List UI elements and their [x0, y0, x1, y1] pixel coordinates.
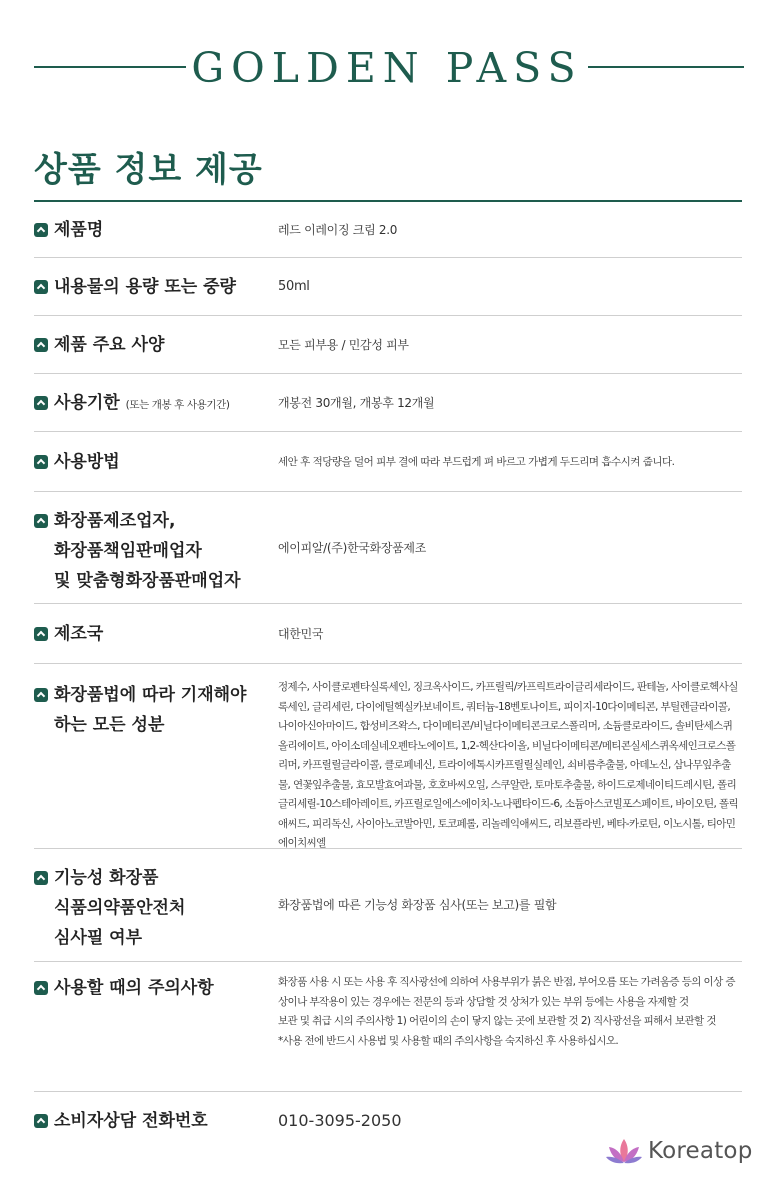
chevron-up-icon	[34, 688, 48, 702]
chevron-up-icon	[34, 871, 48, 885]
chevron-up-icon	[34, 338, 48, 352]
label-line: 기능성 화장품	[54, 868, 159, 888]
label-line: 심사필 여부	[54, 928, 143, 948]
value-line: 화장품 사용 시 또는 사용 후 직사광선에 의하여 사용부위가 붉은 반점, 부어오름 또는 가려움증 등의 이상 증	[278, 976, 735, 988]
brand-header	[0, 40, 780, 100]
lotus-icon	[604, 1136, 644, 1168]
label-text: 사용기한	[54, 393, 120, 413]
info-row-volume	[34, 258, 742, 316]
info-row-country	[34, 604, 742, 664]
watermark	[604, 1136, 774, 1172]
row-value: 010-3095-2050	[278, 1111, 402, 1130]
value-line: 리머, 카프릴릴글라이콜, 클로페네신, 트라이에톡시카프릴릴실레인, 쇠비름추출물, 아데노신, 삼나무잎추출	[278, 759, 731, 771]
label-line: 제품 주요 사양	[54, 335, 165, 355]
brand-line-right	[588, 66, 744, 68]
label-line: 및 맞춤형화장품판매업자	[54, 571, 241, 591]
label-line: 사용할 때의 주의사항	[54, 978, 214, 998]
value-line: 애씨드, 피리독신, 사이아노코발아민, 토코페롤, 리놀레익애씨드, 리보플라빈, 베타-카로틴, 이노시톨, 티아민	[278, 817, 736, 830]
info-row-manufacturer	[34, 492, 742, 604]
watermark-text: Koreatop	[648, 1138, 753, 1164]
label-line: 제조국	[54, 624, 104, 644]
brand-line-left	[34, 66, 186, 68]
row-value: 세안 후 적당량을 덜어 피부 결에 따라 부드럽게 펴 바르고 가볍게 두드리며 흡수시켜 줍니다.	[278, 456, 675, 468]
info-row-usage	[34, 432, 742, 492]
value-line: 올리에이트, 아이소데실네오펜타노에이트, 1,2-헥산다이올, 비닐다이메티콘/메티콘실세스퀴옥세인크로스폴	[278, 739, 736, 752]
row-value	[278, 973, 742, 1051]
info-row-functional	[34, 849, 742, 962]
chevron-up-icon	[34, 396, 48, 410]
label-line: 화장품법에 따라 기재해야	[54, 685, 247, 705]
label-note: (또는 개봉 후 사용기간)	[125, 399, 230, 411]
value-line: 정제수, 사이클로펜타실록세인, 징크옥사이드, 카프릴릭/카프릭트라이글리세라이드, 판테놀, 사이클로헥사실	[278, 681, 738, 693]
row-value: 에이피알/(주)한국화장품제조	[278, 541, 427, 555]
label-line: 하는 모든 성분	[54, 715, 165, 735]
chevron-up-icon	[34, 223, 48, 237]
value-line: 보관 및 취급 시의 주의사항 1) 어린이의 손이 닿지 않는 곳에 보관할 것 2) 직사광선을 피해서 보관할 것	[278, 1015, 716, 1027]
info-row-product-name	[34, 202, 742, 258]
chevron-up-icon	[34, 280, 48, 294]
value-line: 물, 연꽃잎추출물, 효모발효여과물, 호호바씨오일, 스쿠알란, 토마토추출물, 하이드로제네이티드레시틴, 폴리	[278, 778, 737, 791]
label-line: 식품의약품안전처	[54, 898, 186, 918]
label-line	[54, 388, 279, 420]
chevron-up-icon	[34, 1114, 48, 1128]
label-line: 화장품책임판매업자	[54, 541, 202, 561]
value-line: 나이아신아마이드, 합성비즈왁스, 다이메티콘/비닐다이메티콘크로스폴리머, 소듐클로라이드, 솔비탄세스퀴	[278, 720, 733, 732]
info-row-ingredients	[34, 664, 742, 849]
row-value: 50ml	[278, 279, 310, 294]
label-line: 사용방법	[54, 452, 120, 472]
label-line: 내용물의 용량 또는 중량	[54, 277, 236, 297]
chevron-up-icon	[34, 981, 48, 995]
value-line: *사용 전에 반드시 사용법 및 사용할 때의 주의사항을 숙지하신 후 사용하십시오.	[278, 1034, 619, 1047]
row-value: 대한민국	[278, 627, 324, 641]
value-line: 상이나 부작용이 있는 경우에는 전문의 등과 상담할 것 상처가 있는 부위 등에는 사용을 자제할 것	[278, 995, 689, 1008]
info-row-cautions	[34, 962, 742, 1092]
brand-name: GOLDEN PASS	[191, 44, 583, 92]
row-value	[278, 678, 742, 854]
label-line: 소비자상담 전화번호	[54, 1111, 208, 1131]
chevron-up-icon	[34, 455, 48, 469]
label-line: 제품명	[54, 220, 104, 240]
row-value: 모든 피부용 / 민감성 피부	[278, 338, 409, 352]
value-line: 글리세릴-10스테아레이트, 카프릴로일에스에이치-노나펩타이드-6, 소듐아스코빌포스페이트, 바이오틴, 폴릭	[278, 798, 739, 810]
chevron-up-icon	[34, 627, 48, 641]
page-title: 상품 정보 제공	[34, 150, 263, 190]
row-value: 개봉전 30개월, 개봉후 12개월	[278, 396, 435, 410]
row-value: 화장품법에 따른 기능성 화장품 심사(또는 보고)를 필함	[278, 898, 557, 912]
chevron-up-icon	[34, 514, 48, 528]
value-line: 에이치씨엘	[278, 837, 326, 849]
row-value: 레드 이레이징 크림 2.0	[278, 223, 398, 237]
label-line: 화장품제조업자,	[54, 511, 176, 531]
info-row-expiry	[34, 374, 742, 432]
info-row-specs	[34, 316, 742, 374]
value-line: 록세인, 글리세린, 다이에틸헥실카보네이트, 쿼터늄-18벤토나이트, 피이지-10다이메티콘, 부틸렌글라이콜,	[278, 700, 731, 713]
